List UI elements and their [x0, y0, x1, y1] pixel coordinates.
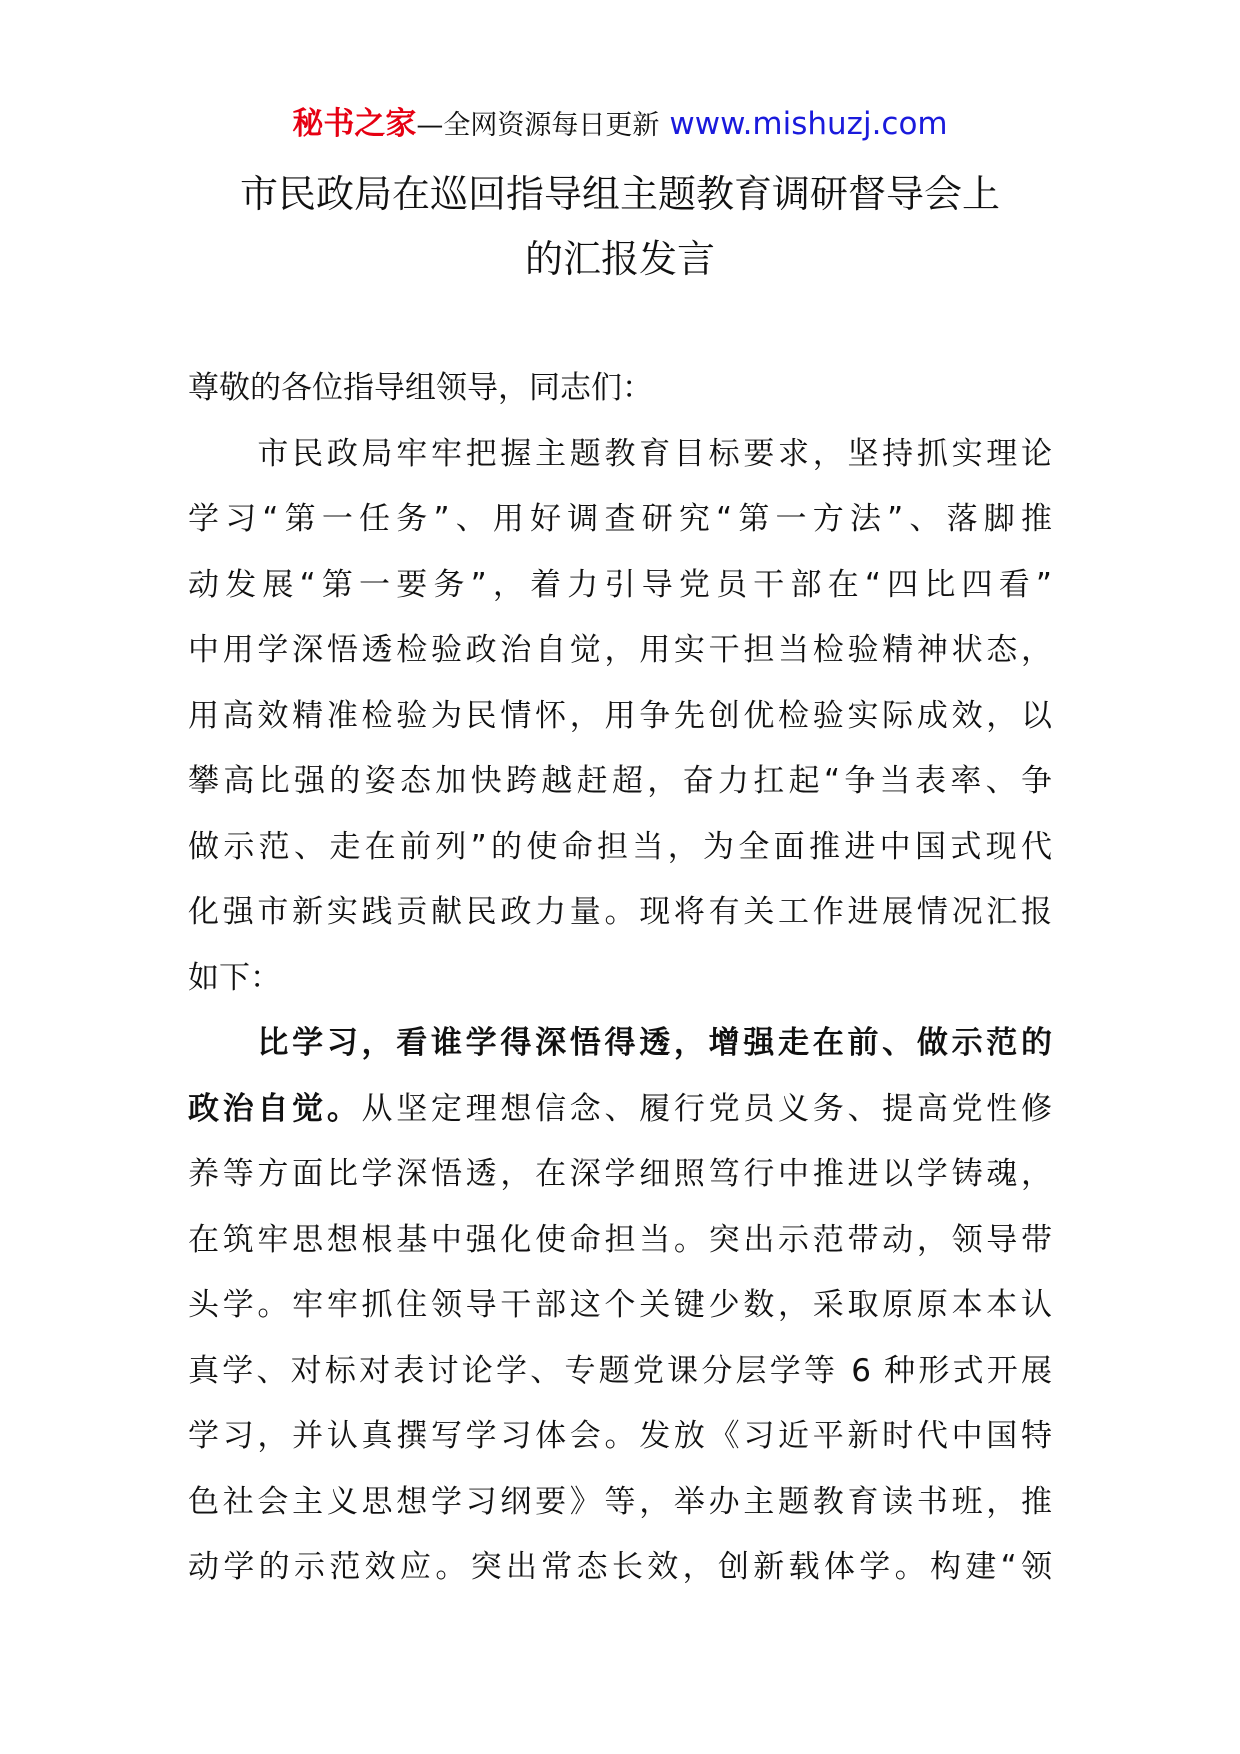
paragraph-1-line: 学习“第一任务”、用好调查研究“第一方法”、落脚推 — [188, 501, 1052, 537]
salutation: 尊敬的各位指导组领导，同志们： — [188, 370, 653, 406]
paragraph-2-text: 从坚定理想信念、履行党员义务、提高党性修 — [361, 1090, 1053, 1127]
paragraph-1-line: 用高效精准检验为民情怀，用争先创优检验实际成效，以 — [188, 697, 1052, 734]
paragraph-2-line: 色社会主义思想学习纲要》等，举办主题教育读书班，推 — [188, 1483, 1052, 1520]
title-line-2: 的汇报发言 — [524, 237, 715, 281]
paragraph-2-line: 学习，并认真撰写学习体会。发放《习近平新时代中国特 — [188, 1418, 1052, 1454]
document-body — [188, 356, 1052, 1601]
title-line-1: 市民政局在巡回指导组主题教育调研督导会上 — [239, 172, 1000, 216]
paragraph-2-line-first — [188, 1077, 1052, 1143]
paragraph-2-line: 养等方面比学深悟透，在深学细照笃行中推进以学铸魂， — [188, 1156, 1052, 1192]
paragraph-2-line: 在筑牢思想根基中强化使命担当。突出示范带动，领导带 — [188, 1221, 1052, 1258]
paragraph-1-line: 化强市新实践贡献民政力量。现将有关工作进展情况汇报 — [188, 894, 1052, 930]
paragraph-2-heading-tail: 政治自觉。 — [188, 1090, 362, 1127]
paragraph-1-line: 中用学深悟透检验政治自觉，用实干担当检验精神状态， — [188, 632, 1052, 668]
paragraph-2-line: 头学。牢牢抓住领导干部这个关键少数，采取原原本本认 — [188, 1287, 1052, 1323]
paragraph-2-heading-line: 比学习，看谁学得深悟得透，增强走在前、做示范的 — [188, 1025, 1052, 1061]
paragraph-1-line: 攀高比强的姿态加快跨越赶超，奋力扛起“争当表率、争 — [188, 763, 1052, 799]
site-name: 秘书之家 — [292, 106, 417, 142]
paragraph-2-line: 动学的示范效应。突出常态长效，创新载体学。构建“领 — [188, 1549, 1052, 1585]
site-header — [0, 102, 1240, 148]
paragraph-1-line: 做示范、走在前列”的使命担当，为全面推进中国式现代 — [188, 828, 1052, 865]
site-url-link[interactable]: www.mishuzj.com — [669, 106, 948, 142]
paragraph-2-line: 真学、对标对表讨论学、专题党课分层学等 6 种形式开展 — [188, 1352, 1052, 1389]
document-title — [150, 162, 1090, 292]
site-tagline: —全网资源每日更新 — [416, 110, 660, 141]
paragraph-1-line: 动发展“第一要务”，着力引导党员干部在“四比四看” — [188, 566, 1052, 603]
paragraph-1-line: 市民政局牢牢把握主题教育目标要求，坚持抓实理论 — [188, 435, 1052, 472]
paragraph-1-line: 如下： — [188, 959, 281, 996]
